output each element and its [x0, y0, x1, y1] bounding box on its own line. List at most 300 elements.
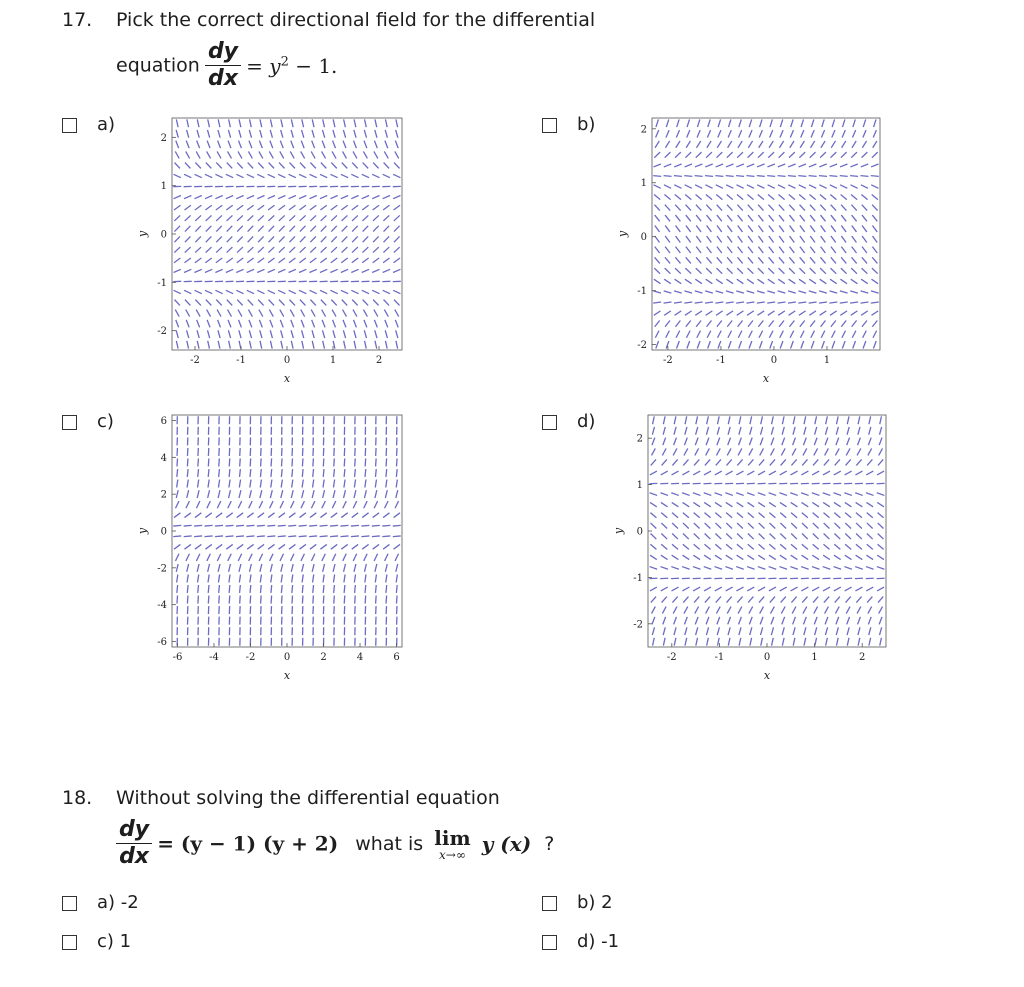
- slope-segment: [362, 290, 369, 293]
- slope-segment: [845, 533, 851, 539]
- slope-segment: [386, 585, 387, 593]
- x-tick-label: -1: [714, 652, 725, 663]
- slope-segment: [238, 501, 241, 508]
- slope-segment: [375, 119, 377, 127]
- slope-segment: [779, 247, 784, 253]
- slope-segment: [813, 513, 819, 518]
- slope-segment: [842, 341, 845, 349]
- slope-segment: [664, 195, 670, 200]
- slope-segment: [208, 341, 210, 349]
- slope-segment: [343, 330, 345, 338]
- slope-segment: [218, 330, 220, 338]
- slope-segment: [208, 585, 209, 593]
- slope-segment: [813, 533, 819, 539]
- slope-segment: [239, 320, 242, 327]
- slope-segment: [226, 269, 233, 272]
- slope-segment: [845, 523, 851, 529]
- slope-segment: [323, 119, 325, 127]
- slope-segment: [830, 311, 837, 315]
- slope-segment: [748, 215, 753, 221]
- slope-segment: [757, 311, 764, 315]
- slope-segment: [779, 152, 785, 158]
- slope-segment: [683, 459, 688, 465]
- slope-segment: [682, 567, 690, 570]
- slope-segment: [771, 607, 775, 614]
- option-c-checkbox[interactable]: [62, 415, 77, 430]
- slope-segment: [768, 279, 775, 283]
- slope-segment: [686, 331, 690, 338]
- slope-segment: [226, 525, 234, 526]
- slope-segment: [655, 226, 660, 232]
- slope-segment: [684, 302, 692, 303]
- slope-segment: [815, 627, 817, 635]
- slope-segment: [395, 310, 399, 317]
- slope-segment: [382, 525, 390, 526]
- slope-segment: [726, 533, 732, 539]
- equation-rhs: [246, 54, 337, 78]
- slope-segment: [715, 471, 722, 475]
- slope-segment: [674, 164, 681, 167]
- slope-segment: [248, 300, 253, 306]
- slope-segment: [332, 501, 335, 508]
- slope-segment: [716, 311, 723, 315]
- slope-segment: [226, 290, 233, 293]
- slope-segment: [652, 438, 655, 445]
- option-b-checkbox[interactable]: [542, 118, 557, 133]
- slope-segment: [217, 310, 221, 317]
- slope-segment: [177, 480, 178, 488]
- slope-segment: [769, 320, 774, 326]
- slope-segment: [301, 501, 304, 508]
- slope-segment: [258, 236, 264, 242]
- slope-segment: [788, 164, 795, 167]
- slope-segment: [320, 525, 328, 526]
- slope-segment: [216, 247, 222, 252]
- slope-segment: [195, 205, 201, 210]
- slope-segment: [823, 471, 830, 475]
- slope-segment: [373, 163, 378, 169]
- slope-segment: [216, 513, 222, 518]
- slope-segment: [769, 567, 777, 570]
- slope-segment: [396, 341, 398, 349]
- slope-segment: [236, 536, 244, 537]
- slope-segment: [799, 164, 806, 167]
- rhs-variable: y: [269, 53, 281, 78]
- slope-segment: [862, 268, 868, 274]
- slope-segment: [791, 544, 797, 549]
- question-mark: ?: [544, 832, 555, 855]
- slope-segment: [856, 502, 863, 506]
- option-b-label: b): [577, 114, 596, 135]
- slope-segment: [215, 174, 222, 177]
- slope-segment: [791, 533, 797, 539]
- slope-segment: [789, 279, 796, 283]
- slope-segment: [704, 587, 711, 591]
- slope-segment: [227, 163, 232, 169]
- slope-segment: [810, 247, 815, 253]
- slope-segment: [175, 554, 178, 561]
- slope-segment: [781, 459, 786, 465]
- slope-segment: [355, 458, 356, 466]
- slope-segment: [373, 247, 379, 252]
- slope-segment: [857, 607, 861, 614]
- slope-segment: [831, 247, 836, 253]
- option-c-checkbox-18[interactable]: [62, 935, 77, 950]
- slope-segment: [236, 195, 243, 198]
- x-tick-label: 0: [770, 355, 778, 366]
- slope-segment: [271, 596, 272, 604]
- slope-segment: [343, 151, 347, 158]
- slope-segment: [749, 130, 752, 137]
- slope-segment: [650, 544, 656, 549]
- slope-segment: [811, 331, 815, 338]
- slope-segment: [372, 195, 379, 198]
- slope-segment: [331, 300, 336, 306]
- slope-segment: [770, 459, 775, 465]
- slope-segment: [195, 544, 201, 549]
- slope-segment: [301, 310, 305, 317]
- slope-segment: [250, 341, 252, 349]
- slope-segment: [675, 311, 682, 315]
- slope-segment: [697, 130, 700, 137]
- slope-segment: [866, 493, 874, 496]
- slope-segment: [675, 205, 680, 211]
- slope-segment: [665, 152, 671, 158]
- slope-segment: [374, 151, 378, 158]
- slope-segment: [832, 130, 835, 137]
- slope-segment: [177, 585, 178, 593]
- slope-segment: [682, 471, 689, 475]
- slope-segment: [197, 141, 200, 148]
- slope-segment: [344, 490, 346, 498]
- slope-segment: [802, 513, 808, 518]
- slope-segment: [237, 247, 243, 252]
- slope-segment: [207, 130, 209, 138]
- slope-segment: [791, 119, 793, 127]
- slope-segment: [333, 341, 335, 349]
- slope-segment: [205, 544, 211, 549]
- slope-segment: [187, 585, 188, 593]
- slope-segment: [760, 607, 764, 614]
- slope-segment: [675, 215, 680, 221]
- slope-segment: [364, 320, 367, 327]
- slope-segment: [271, 458, 272, 466]
- slope-segment: [362, 205, 368, 210]
- slope-segment: [748, 513, 754, 518]
- slope-segment: [695, 448, 699, 455]
- x-tick-label: -4: [209, 652, 219, 663]
- slope-segment: [187, 574, 188, 582]
- slope-segment: [694, 459, 699, 465]
- slope-segment: [834, 493, 842, 496]
- slope-segment: [728, 438, 731, 445]
- slope-segment: [259, 554, 262, 561]
- slope-segment: [330, 195, 337, 198]
- fraction-numerator: dy: [205, 40, 241, 66]
- slope-segment: [653, 638, 655, 646]
- slope-segment: [354, 320, 357, 327]
- slope-segment: [737, 311, 744, 315]
- option-d-label-18: d) -1: [577, 931, 620, 952]
- slope-segment: [207, 330, 209, 338]
- slope-segment: [747, 555, 754, 559]
- slope-segment: [707, 247, 712, 253]
- slope-segment: [311, 151, 315, 158]
- slope-segment: [650, 555, 657, 559]
- slope-segment: [362, 215, 368, 220]
- slope-segment: [819, 164, 826, 167]
- slope-segment: [354, 480, 355, 488]
- slope-segment: [695, 607, 699, 614]
- slope-segment: [228, 141, 231, 148]
- slope-segment: [393, 174, 400, 177]
- slope-segment: [258, 163, 263, 169]
- slope-segment: [672, 555, 679, 559]
- slope-segment: [655, 257, 660, 263]
- slope-segment: [260, 480, 261, 488]
- slope-segment: [729, 119, 731, 127]
- slope-segment: [840, 291, 848, 293]
- slope-segment: [737, 597, 742, 603]
- slope-segment: [205, 258, 211, 263]
- slope-segment: [664, 311, 671, 315]
- slope-segment: [695, 176, 703, 177]
- slope-segment: [249, 130, 251, 138]
- slope-segment: [310, 226, 316, 232]
- option-b-checkbox-18[interactable]: [542, 896, 557, 911]
- slope-segment: [809, 279, 816, 283]
- option-a-label: a): [97, 114, 116, 135]
- slope-segment: [845, 587, 852, 591]
- slope-segment: [841, 320, 846, 326]
- slope-segment: [281, 458, 282, 466]
- slope-segment: [248, 151, 252, 158]
- slope-segment: [706, 438, 709, 445]
- slope-segment: [661, 533, 667, 539]
- slope-segment: [812, 567, 820, 570]
- x-tick-label: 6: [393, 652, 400, 663]
- slope-segment: [683, 533, 689, 539]
- slope-segment: [352, 226, 358, 232]
- slope-segment: [194, 195, 201, 198]
- slope-segment: [725, 493, 733, 496]
- slope-segment: [258, 247, 264, 252]
- slope-segment: [662, 459, 667, 465]
- slope-segment: [206, 247, 212, 252]
- slope-segment: [342, 226, 348, 232]
- slope-segment: [707, 226, 712, 232]
- slope-segment: [867, 523, 873, 529]
- slope-segment: [738, 236, 743, 242]
- slope-segment: [292, 574, 293, 582]
- slope-segment: [866, 555, 873, 559]
- slope-segment: [342, 163, 347, 169]
- slope-segment: [291, 341, 293, 349]
- slope-segment: [686, 205, 691, 211]
- x-tick-label: 1: [811, 652, 818, 663]
- slope-segment: [789, 311, 796, 315]
- slope-segment: [322, 320, 325, 327]
- slope-segment: [312, 564, 314, 572]
- slope-segment: [825, 617, 828, 624]
- slope-segment: [372, 269, 379, 272]
- slope-segment: [280, 554, 283, 561]
- slope-segment: [684, 448, 688, 455]
- slope-segment: [736, 164, 743, 167]
- slope-segment: [364, 564, 366, 572]
- slope-segment: [824, 533, 830, 539]
- slope-segment: [239, 130, 241, 138]
- slope-segment: [331, 215, 337, 220]
- slope-segment: [331, 163, 336, 169]
- slope-segment: [768, 311, 775, 315]
- slope-segment: [820, 205, 825, 211]
- slope-segment: [311, 310, 315, 317]
- slope-segment: [878, 533, 884, 539]
- slope-segment: [707, 416, 709, 424]
- slope-segment: [330, 174, 337, 177]
- slope-segment: [187, 330, 189, 338]
- slope-segment: [834, 544, 840, 549]
- slope-segment: [299, 269, 306, 272]
- slope-segment: [812, 587, 819, 591]
- slope-segment: [686, 141, 690, 148]
- option-d-checkbox-18[interactable]: [542, 935, 557, 950]
- slope-segment: [288, 525, 296, 526]
- slope-segment: [705, 185, 712, 189]
- slope-segment: [739, 427, 741, 435]
- slope-segment: [749, 331, 753, 338]
- slope-segment: [226, 195, 233, 198]
- slope-segment: [309, 269, 316, 272]
- slope-segment: [215, 195, 222, 198]
- slope-segment: [675, 279, 682, 283]
- slope-segment: [663, 438, 666, 445]
- slope-segment: [717, 320, 722, 326]
- slope-segment: [343, 320, 346, 327]
- slope-segment: [672, 459, 677, 465]
- slope-segment: [320, 544, 326, 549]
- slope-segment: [716, 279, 723, 283]
- slope-segment: [394, 236, 400, 242]
- slope-segment: [195, 215, 201, 220]
- slope-segment: [852, 141, 856, 148]
- slope-segment: [385, 119, 387, 127]
- slope-segment: [331, 544, 337, 549]
- slope-segment: [683, 513, 689, 518]
- slope-segment: [684, 291, 692, 293]
- slope-segment: [770, 341, 773, 349]
- slope-segment: [344, 469, 345, 477]
- slope-segment: [737, 152, 743, 158]
- slope-segment: [793, 617, 796, 624]
- slope-segment: [856, 555, 863, 559]
- slope-segment: [789, 195, 795, 200]
- slope-segment: [249, 141, 252, 148]
- slope-segment: [665, 320, 670, 326]
- slope-segment: [736, 176, 744, 177]
- slope-segment: [196, 501, 199, 508]
- slope-segment: [705, 164, 712, 167]
- slope-segment: [226, 174, 233, 177]
- slope-segment: [260, 330, 262, 338]
- slope-segment: [198, 585, 199, 593]
- x-tick-label: -6: [172, 652, 183, 663]
- slope-segment: [353, 501, 356, 508]
- slope-segment: [737, 205, 742, 211]
- slope-segment: [206, 236, 212, 242]
- slope-segment: [229, 469, 230, 477]
- slope-segment: [717, 247, 722, 253]
- option-d-checkbox[interactable]: [542, 415, 557, 430]
- slope-segment: [706, 205, 711, 211]
- slope-segment: [707, 320, 712, 326]
- slope-segment: [320, 195, 327, 198]
- slope-segment: [684, 176, 692, 177]
- slope-segment: [281, 585, 282, 593]
- plot-frame: [172, 118, 402, 350]
- slope-segment: [671, 567, 679, 570]
- slope-segment: [174, 163, 179, 169]
- slope-segment: [687, 130, 690, 137]
- slope-segment: [674, 185, 681, 189]
- slope-segment: [726, 502, 733, 506]
- slope-segment: [716, 185, 723, 189]
- question-17-equation: [116, 40, 337, 100]
- slope-segment: [343, 141, 346, 148]
- slope-segment: [747, 195, 753, 200]
- slope-segment: [396, 130, 398, 138]
- slope-segment: [330, 290, 337, 293]
- slope-segment: [174, 513, 180, 518]
- slope-segment: [333, 119, 335, 127]
- slope-segment: [861, 185, 868, 189]
- x-tick-label: 2: [859, 652, 866, 663]
- slope-segment: [737, 459, 742, 465]
- slope-segment: [205, 195, 212, 198]
- slope-segment: [780, 544, 786, 549]
- slope-segment: [376, 596, 377, 604]
- slope-segment: [184, 195, 191, 198]
- slope-segment: [268, 258, 274, 263]
- slope-segment: [177, 574, 178, 582]
- slope-segment: [801, 587, 808, 591]
- slope-segment: [856, 533, 862, 539]
- slope-segment: [320, 290, 327, 293]
- slope-segment: [771, 427, 773, 435]
- slope-segment: [396, 596, 397, 604]
- slope-segment: [856, 523, 862, 529]
- slope-segment: [738, 141, 742, 148]
- slope-segment: [662, 448, 666, 455]
- slope-segment: [758, 471, 765, 475]
- option-a-checkbox-18[interactable]: [62, 896, 77, 911]
- slope-segment: [240, 469, 241, 477]
- slope-segment: [823, 502, 830, 506]
- slope-segment: [718, 341, 721, 349]
- slope-segment: [803, 617, 806, 624]
- slope-segment: [207, 554, 210, 561]
- y-tick-label: 0: [636, 526, 643, 538]
- slope-segment: [290, 501, 293, 508]
- slope-segment: [195, 226, 201, 232]
- slope-segment: [258, 513, 264, 518]
- option-a-checkbox[interactable]: [62, 118, 77, 133]
- slope-segment: [186, 151, 190, 158]
- slope-segment: [354, 574, 355, 582]
- slope-segment: [814, 607, 818, 614]
- slope-segment: [858, 438, 861, 445]
